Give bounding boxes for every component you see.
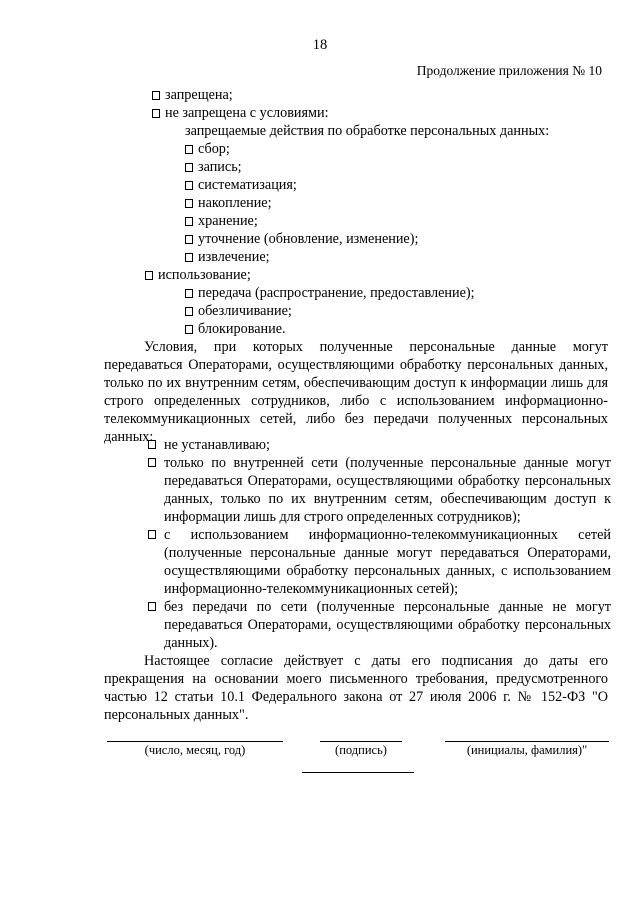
signature-label: (подпись) xyxy=(335,743,387,757)
checkbox-icon[interactable] xyxy=(185,181,193,190)
option-prohibited[interactable]: запрещена; xyxy=(152,86,233,104)
appendix-continuation: Продолжение приложения № 10 xyxy=(416,63,602,78)
validity-paragraph: Настоящее согласие действует с даты его подписания до даты его прекращения на основании моего письменного требования, предусмотренного частью 12 статьи 10.1 Федерального закона от 27 июля 2006 г. № 152-ФЗ "О персональных данных". xyxy=(104,653,608,723)
condition-option-no-transfer[interactable]: без передачи по сети (полученные персональные данные не могут передаваться Операторами, осуществляющими обработку персональных данных). xyxy=(145,598,611,652)
action-clarification[interactable]: уточнение (обновление, изменение); xyxy=(185,230,418,248)
option-not-prohibited[interactable]: не запрещена с условиями: xyxy=(152,104,329,122)
checkbox-icon[interactable] xyxy=(185,217,193,226)
conditions-paragraph: Условия, при которых полученные персональные данные могут передаваться Операторами, осуществляющими обработку персональных данных, только по их внутренним сетям, обеспечивающим доступ к информации лишь для строго определенных сотрудников, либо с использованием информационно-телекоммуникационных сетей, либо без передачи полученных персональных данных: xyxy=(104,339,608,445)
checkbox-icon[interactable] xyxy=(145,271,153,280)
condition-option-internal-network[interactable]: только по внутренней сети (полученные персональные данные могут передаваться Операторами, осуществляющими обработку персональных данных, только по их внутренним сетям, обеспечивающим доступ к информации лишь для строго определенных сотрудников); xyxy=(145,454,611,526)
checkbox-icon[interactable] xyxy=(185,145,193,154)
name-label: (инициалы, фамилия)" xyxy=(466,743,588,757)
action-recording[interactable]: запись; xyxy=(185,158,242,176)
action-extraction[interactable]: извлечение; xyxy=(185,248,270,266)
checkbox-icon[interactable] xyxy=(185,289,193,298)
checkbox-icon[interactable] xyxy=(185,163,193,172)
signature-line[interactable] xyxy=(320,741,402,742)
condition-option-telecom-networks[interactable]: с использованием информационно-телекоммуникационных сетей (полученные персональные данные могут передаваться Операторами, осуществляющими обработку персональных данных, с использованием информационно-телекоммуникационных сетей); xyxy=(145,526,611,598)
extra-signature-line xyxy=(302,772,414,773)
action-accumulation[interactable]: накопление; xyxy=(185,194,272,212)
checkbox-icon[interactable] xyxy=(148,602,156,611)
condition-option-none[interactable]: не устанавливаю; xyxy=(145,436,611,454)
name-signature-line[interactable] xyxy=(445,741,609,742)
prohibited-actions-heading: запрещаемые действия по обработке персональных данных: xyxy=(185,123,550,139)
action-blocking[interactable]: блокирование. xyxy=(185,320,286,338)
date-signature-line[interactable] xyxy=(107,741,283,742)
page-number: 18 xyxy=(312,37,328,53)
checkbox-icon[interactable] xyxy=(185,253,193,262)
action-collection[interactable]: сбор; xyxy=(185,140,230,158)
checkbox-icon[interactable] xyxy=(185,235,193,244)
checkbox-icon[interactable] xyxy=(152,109,160,118)
action-transfer[interactable]: передача (распространение, предоставление); xyxy=(185,284,475,302)
action-use[interactable]: использование; xyxy=(145,266,251,284)
action-systematization[interactable]: систематизация; xyxy=(185,176,297,194)
action-depersonalization[interactable]: обезличивание; xyxy=(185,302,292,320)
checkbox-icon[interactable] xyxy=(185,325,193,334)
date-label: (число, месяц, год) xyxy=(144,743,246,757)
checkbox-icon[interactable] xyxy=(148,458,156,467)
action-storage[interactable]: хранение; xyxy=(185,212,258,230)
checkbox-icon[interactable] xyxy=(185,199,193,208)
checkbox-icon[interactable] xyxy=(148,530,156,539)
checkbox-icon[interactable] xyxy=(185,307,193,316)
checkbox-icon[interactable] xyxy=(148,440,156,449)
checkbox-icon[interactable] xyxy=(152,91,160,100)
